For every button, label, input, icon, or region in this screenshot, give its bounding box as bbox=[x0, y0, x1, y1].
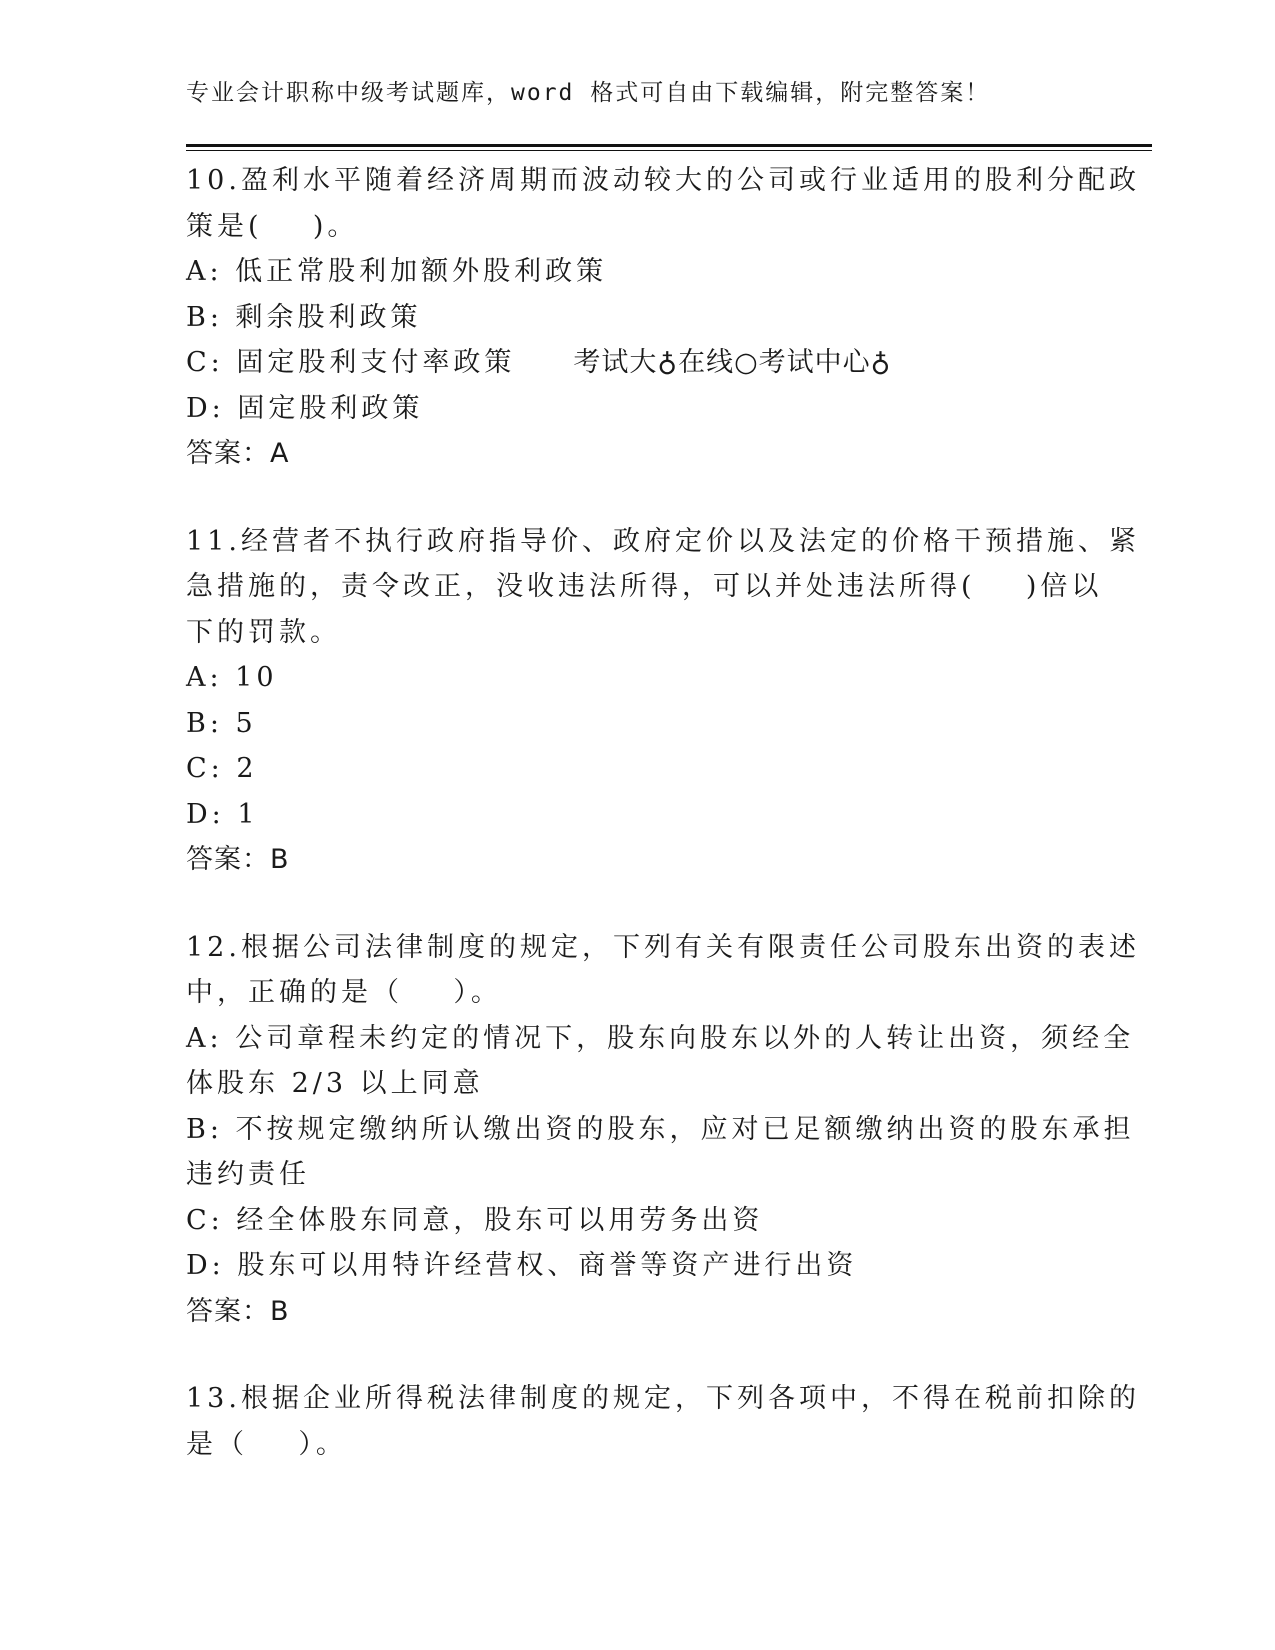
question-stem-line: 急措施的，责令改正，没收违法所得，可以并处违法所得( )倍以 bbox=[186, 571, 1103, 602]
option-b-continued: 违约责任 bbox=[186, 1159, 310, 1190]
option-b: B: 剩余股利政策 bbox=[186, 301, 422, 333]
option-b: B: 不按规定缴纳所认缴出资的股东，应对已足额缴纳出资的股东承担 bbox=[186, 1113, 1135, 1145]
option-d: D: 固定股利政策 bbox=[186, 392, 424, 424]
option-a-continued: 体股东 2/3 以上同意 bbox=[186, 1068, 484, 1099]
option-c-row bbox=[186, 340, 1086, 386]
header-divider-thin bbox=[186, 150, 1152, 151]
option-d: D: 1 bbox=[186, 798, 259, 830]
question-13 bbox=[186, 1376, 1140, 1467]
option-a: A: 公司章程未约定的情况下，股东向股东以外的人转让出资，须经全 bbox=[186, 1022, 1135, 1054]
question-stem-line: 策是( )。 bbox=[186, 210, 359, 242]
question-stem-line: 13.根据企业所得税法律制度的规定，下列各项中，不得在税前扣除的 bbox=[186, 1383, 1140, 1414]
question-11 bbox=[186, 519, 1140, 883]
answer: 答案：B bbox=[186, 844, 290, 875]
question-list bbox=[186, 158, 1140, 1467]
option-c: C: 固定股利支付率政策 bbox=[186, 347, 516, 378]
option-a: A: 低正常股利加额外股利政策 bbox=[186, 256, 608, 287]
option-b: B: 5 bbox=[186, 707, 257, 739]
option-c: C: 2 bbox=[186, 753, 258, 784]
question-stem-line: 11.经营者不执行政府指导价、政府定价以及法定的价格干预措施、紧 bbox=[186, 525, 1140, 557]
question-stem-line: 中，正确的是（ ）。 bbox=[186, 977, 502, 1008]
option-d: D: 股东可以用特许经营权、商誉等资产进行出资 bbox=[186, 1250, 858, 1281]
question-12 bbox=[186, 925, 1140, 1335]
question-stem-line: 是（ ）。 bbox=[186, 1428, 347, 1460]
watermark-text: 考试大♁在线○考试中心♁ bbox=[573, 347, 892, 378]
question-stem-line: 10.盈利水平随着经济周期而波动较大的公司或行业适用的股利分配政 bbox=[186, 165, 1140, 196]
page-header: 专业会计职称中级考试题库，word 格式可自由下载编辑，附完整答案！ bbox=[186, 80, 991, 106]
answer: 答案：B bbox=[186, 1295, 290, 1327]
option-a: A: 10 bbox=[186, 662, 278, 693]
question-10 bbox=[186, 158, 1140, 477]
option-c: C: 经全体股东同意，股东可以用劳务出资 bbox=[186, 1204, 764, 1236]
answer: 答案：A bbox=[186, 438, 290, 469]
header-divider-thick bbox=[186, 144, 1152, 147]
question-stem-line: 12.根据公司法律制度的规定，下列有关有限责任公司股东出资的表述 bbox=[186, 931, 1140, 963]
question-stem-line: 下的罚款。 bbox=[186, 616, 341, 648]
